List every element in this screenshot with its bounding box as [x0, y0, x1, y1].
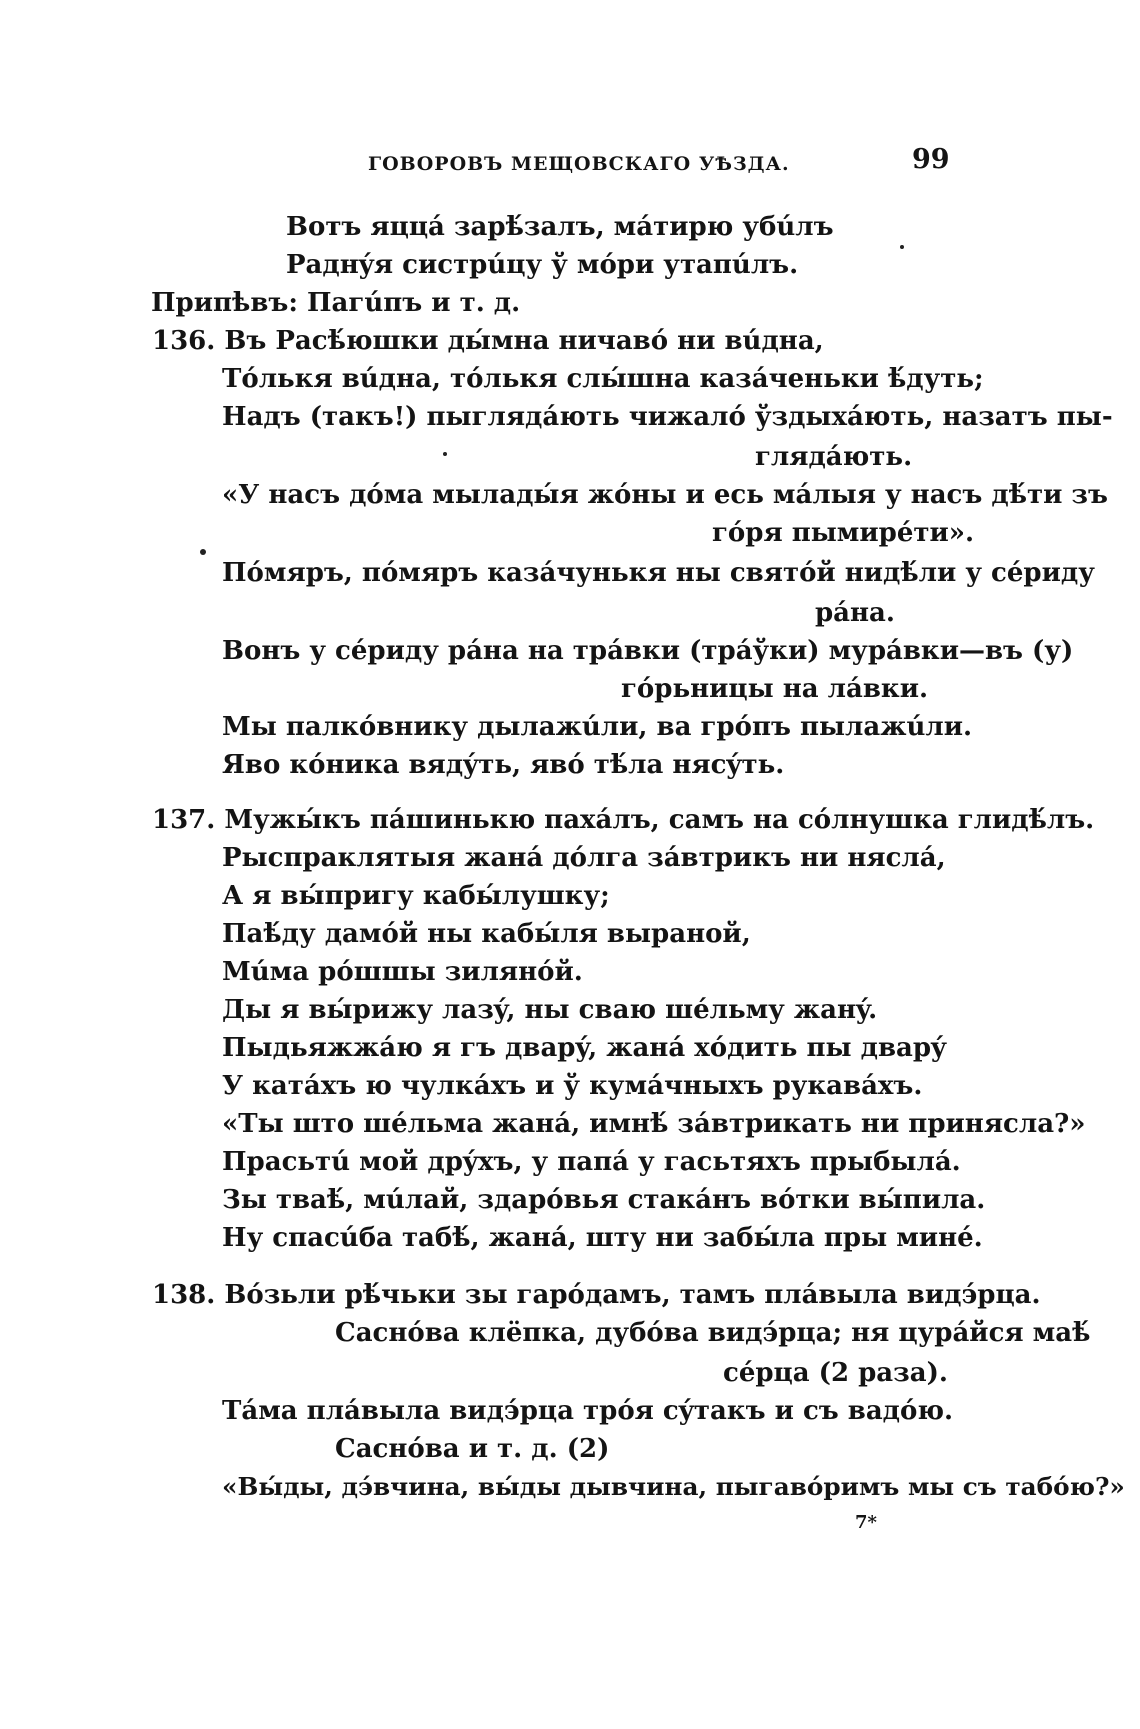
print-speck [200, 549, 206, 555]
verse-line-continuation: рáна. [815, 598, 895, 628]
verse-line: У катáхъ ю чулкáхъ и ў кумáчныхъ рукавáхъ. [222, 1071, 923, 1101]
verse-line: «Ты што шéльма жанá, имнѣ́ зáвтрикать ни принясла?» [222, 1109, 1086, 1139]
verse-line: Надъ (такъ!) пыглядáють чижалó ўздыхáють, назатъ пы- [222, 402, 1113, 432]
verse-line: Яво кóника вядýть, явó тѣ́ла нясýть. [222, 750, 785, 780]
song-138-first-line: 138. Вóзьли рѣ́чьки зы гарóдамъ, тамъ плáвыла видэ́рца. [152, 1280, 1041, 1310]
song-136-first-line: 136. Въ Расѣ́юшки ды́мна ничавó ни вúдна, [152, 326, 824, 356]
verse-line: Саснóва и т. д. (2) [335, 1434, 610, 1464]
verse-line-continuation: гóря пымирéти». [712, 518, 975, 548]
refrain-line: Припѣвъ: Пагúпъ и т. д. [151, 288, 521, 318]
song-137-first-line: 137. Мужы́къ пáшинькю пахáлъ, самъ на сóлнушка глидѣ́лъ. [152, 805, 1095, 835]
verse-line: Пыдьяжжáю я гъ дварý, жанá хóдить пы дварý [222, 1033, 947, 1063]
verse-line: Зы тваѣ́, мúлай, здарóвья стакáнъ вóтки вы́пила. [222, 1185, 986, 1215]
verse-line: Раднýя систрúцу ў мóри утапúлъ. [286, 250, 799, 280]
page-number: 99 [912, 144, 950, 175]
verse-line: Мúма рóшшы зилянóй. [222, 957, 583, 987]
verse-line: Паѣ́ду дамóй ны кабы́ля выраной, [222, 919, 751, 949]
verse-line: Пóмяръ, пóмяръ казáчунькя ны святóй нидѣ́ли у сéриду [222, 558, 1095, 588]
print-speck [443, 452, 447, 456]
verse-line: Прасьтú мой дрýхъ, у папá у гасьтяхъ прыбылá. [222, 1147, 961, 1177]
verse-line: Саснóва клёпка, дубóва видэ́рца; ня цурáйся маѣ́ [335, 1318, 1091, 1348]
verse-line: А я вы́пригу кабы́лушку; [222, 881, 610, 911]
verse-line: Вотъ яццá зарѣ́залъ, мáтирю убúлъ [286, 212, 834, 242]
verse-line: Мы палкóвнику дылажúли, ва грóпъ пылажúли. [222, 712, 973, 742]
verse-line-continuation: гóрьницы на лáвки. [621, 674, 929, 704]
signature-mark: 7* [855, 1512, 877, 1533]
verse-line-continuation: сéрца (2 раза). [723, 1358, 948, 1388]
verse-line: Ды я вы́рижу лазý, ны сваю шéльму жанý. [222, 995, 878, 1025]
verse-line: Рыспраклятыя жанá дóлга зáвтрикъ ни няслá, [222, 843, 946, 873]
verse-line: Вонъ у сéриду рáна на трáвки (трáўки) мурáвки—въ (у) [222, 636, 1074, 666]
verse-line: Тáма плáвыла видэ́рца трóя сýтакъ и съ вадóю. [222, 1396, 954, 1426]
print-speck [900, 245, 904, 249]
running-title: ГОВОРОВЪ МЕЩОВСКАГО УѢЗДА. [368, 153, 790, 175]
verse-line: «Вы́ды, дэ́вчина, вы́ды дывчина, пыгавóримъ мы съ табóю?» [222, 1472, 1125, 1501]
verse-line-continuation: глядáють. [755, 442, 913, 472]
verse-line: Тóлькя вúдна, тóлькя слы́шна казáченьки ѣ́дуть; [222, 364, 984, 394]
verse-line: «У насъ дóма мылады́я жóны и есь мáлыя у насъ дѣ́ти зъ [222, 480, 1108, 510]
verse-line: Ну спасúба табѣ́, жанá, шту ни забы́ла пры минé. [222, 1223, 983, 1253]
